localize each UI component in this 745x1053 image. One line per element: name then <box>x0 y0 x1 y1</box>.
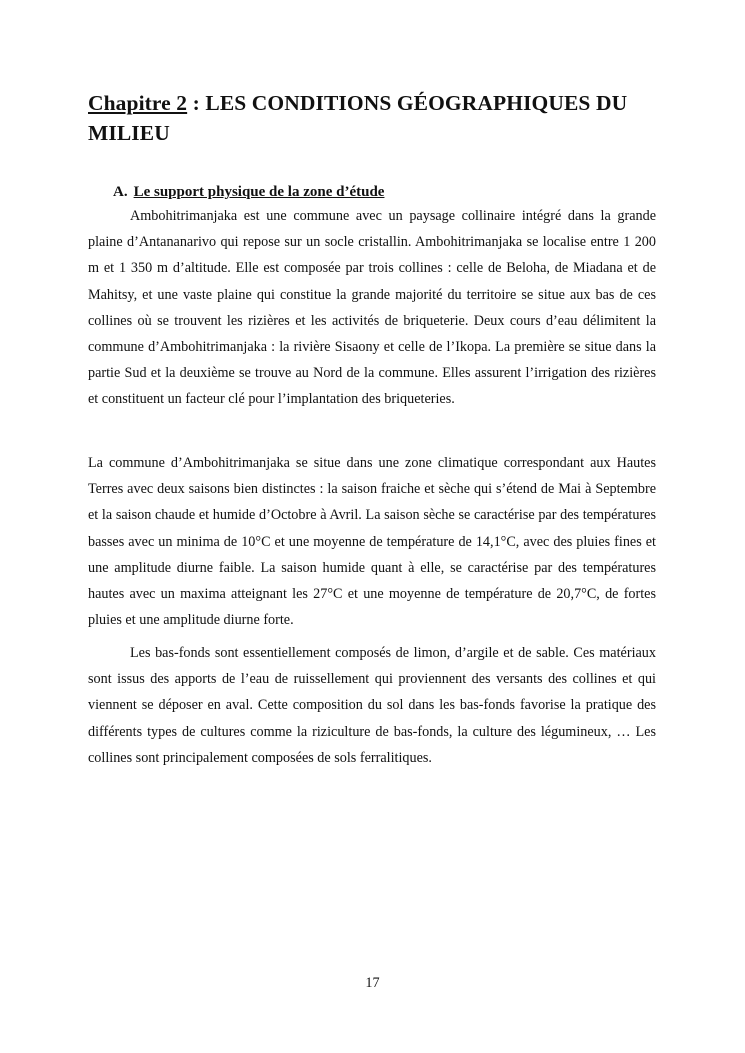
chapter-title <box>88 88 658 148</box>
section-title: Le support physique de la zone d’étude <box>133 184 385 200</box>
chapter-title-text: LES CONDITIONS GÉOGRAPHIQUES DU MILIEU <box>88 91 628 145</box>
chapter-separator: : <box>187 91 206 115</box>
section-heading <box>113 182 384 202</box>
paragraph-text: Les bas-fonds sont essentiellement composés de limon, d’argile et de sable. Ces matériaux sont issus des apports de l’eau de ruissellement qui proviennent des versants des collines et qui viennent se déposer en aval. Cette composition du sol dans les bas-fonds favorise la pratique des différents types de cultures comme la riziculture de bas-fonds, la culture des légumineux, … Les collines sont principalement composées de sols ferralitiques. <box>88 645 656 766</box>
page-number: 17 <box>365 975 380 991</box>
paragraph-text: Ambohitrimanjaka est une commune avec un paysage collinaire intégré dans la grande plaine d’Antananarivo qui repose sur un socle cristallin. Ambohitrimanjaka se localise entre 1 200 m et 1 350 m d’altitude. Elle est composée par trois collines : celle de Beloha, de Miadana et de Mahitsy, et une vaste plaine qui constitue la grande majorité du territoire se situe aux bas de ces collines où se trouvent les rizières et les activités de briqueterie. Deux cours d’eau délimitent la commune d’Ambohitrimanjaka : la rivière Sisaony et celle de l’Ikopa. La première se situe dans la partie Sud et la deuxième se trouve au Nord de la commune. Elles assurent l’irrigation des rizières et constituent un facteur clé pour l’implantation des briqueteries. <box>88 208 656 408</box>
chapter-label: Chapitre 2 <box>88 91 188 115</box>
paragraph-support-physique <box>88 203 656 413</box>
paragraph-climat <box>88 450 656 633</box>
paragraph-bas-fonds <box>88 640 656 771</box>
section-number: A. <box>113 184 128 200</box>
paragraph-text: La commune d’Ambohitrimanjaka se situe dans une zone climatique correspondant aux Hautes Terres avec deux saisons bien distinctes : la saison fraiche et sèche qui s’étend de Mai à Septembre et la saison chaude et humide d’Octobre à Avril. La saison sèche se caractérise par des températures basses avec un minima de 10°C et une moyenne de température de 14,1°C, avec des pluies fines et une amplitude diurne faible. La saison humide quant à elle, se caractérise par des températures hautes avec un maxima atteignant les 27°C et une moyenne de température de 20,7°C, de fortes pluies et une amplitude diurne forte. <box>88 455 656 629</box>
